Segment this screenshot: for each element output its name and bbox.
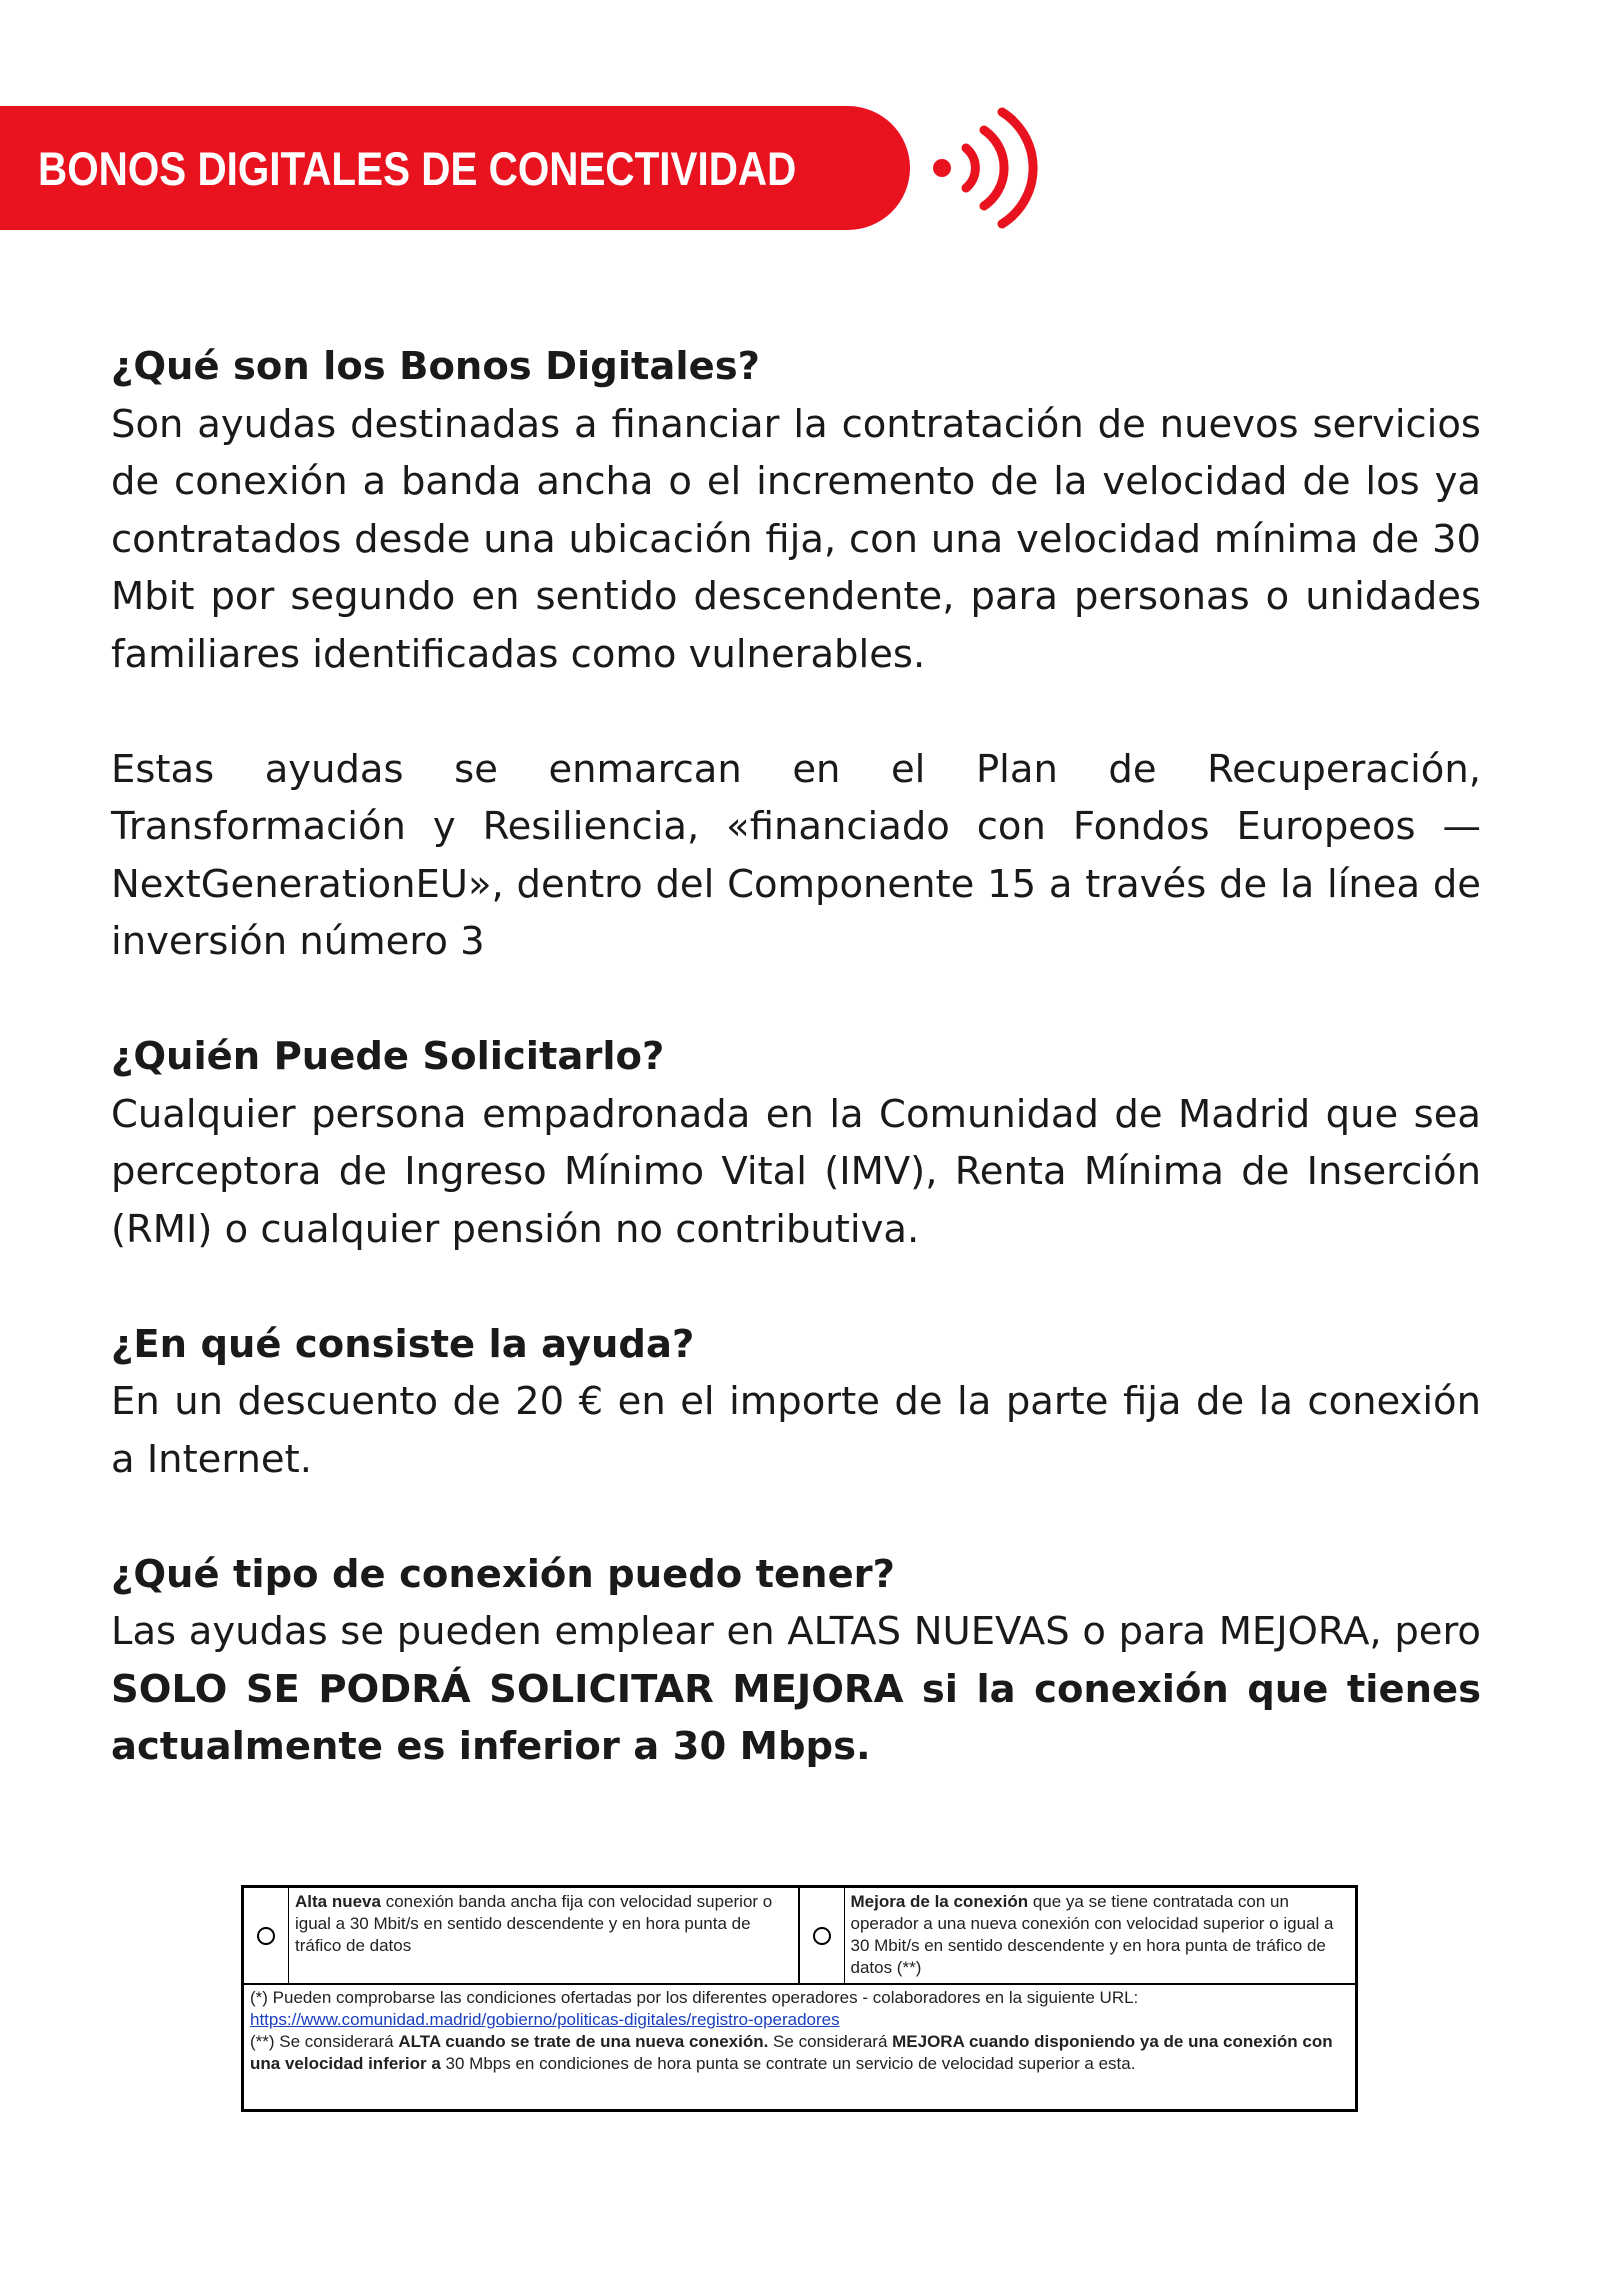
note2-alta: ALTA bbox=[398, 2032, 441, 2051]
heading-who: ¿Quién Puede Solicitarlo? bbox=[111, 1034, 665, 1079]
note2-mejora: MEJORA bbox=[892, 2032, 965, 2051]
note2-c: cuando se trate de una nueva conexión. bbox=[440, 2032, 769, 2051]
alta-bold: Alta nueva bbox=[295, 1892, 381, 1911]
connection-form bbox=[241, 1885, 1358, 2112]
mejora-description: que ya se tiene contratada con un operador a una nueva conexión con velocidad superior o igual a 30 Mbit/s en sentido descendente y en hora punta de tráfico de datos (**) bbox=[850, 1892, 1334, 1977]
radio-alta[interactable] bbox=[257, 1927, 275, 1945]
note2-f: cuando disponiendo ya de una conexión con una velocidad inferior a bbox=[250, 2032, 1333, 2073]
option-mejora bbox=[800, 1888, 1356, 1983]
form-options-row bbox=[244, 1888, 1355, 1985]
paragraph-who: Cualquier persona empadronada en la Comunidad de Madrid que sea perceptora de Ingreso Mínimo Vital (IMV), Renta Mínima de Inserción (RMI) o cualquier pensión no contributiva. bbox=[111, 1091, 1481, 1252]
option-mejora-text bbox=[845, 1888, 1356, 1979]
option-alta-text bbox=[289, 1888, 798, 1957]
banner-title: BONOS DIGITALES DE CONECTIVIDAD bbox=[38, 141, 797, 195]
form-notes bbox=[244, 1985, 1355, 2077]
radio-mejora[interactable] bbox=[813, 1927, 831, 1945]
paragraph-what: Son ayudas destinadas a financiar la contratación de nuevos servicios de conexión a banda ancha o el incremento de la velocidad de los ya contratados desde una ubicación fija, con una velocidad mínima de 30 Mbit por segundo en sentido descendente, para personas o unidades familiares identificadas como vulnerables. bbox=[111, 401, 1481, 677]
type-text: Las ayudas se pueden emplear en ALTAS NUEVAS o para MEJORA, pero bbox=[111, 1609, 1481, 1654]
note2-g: 30 Mbps en condiciones de hora punta se contrate un servicio de velocidad superior a esta. bbox=[440, 2054, 1136, 2073]
radio-mejora-cell bbox=[800, 1888, 845, 1983]
note2-a: (**) Se considerará bbox=[250, 2032, 399, 2051]
paragraph-plan: Estas ayudas se enmarcan en el Plan de Recuperación, Transformación y Resiliencia, «financiado con Fondos Europeos — NextGenerationEU», dentro del Componente 15 a través de la línea de inversión número 3 bbox=[111, 746, 1481, 964]
option-alta bbox=[244, 1888, 800, 1983]
heading-type: ¿Qué tipo de conexión puedo tener? bbox=[111, 1551, 896, 1597]
paragraph-aid: En un descuento de 20 € en el importe de la parte fija de la conexión a Internet. bbox=[111, 1379, 1481, 1482]
mejora-bold: Mejora de la conexión bbox=[850, 1892, 1029, 1911]
paragraph-type bbox=[111, 1603, 1481, 1776]
heading-aid: ¿En qué consiste la ayuda? bbox=[111, 1321, 695, 1367]
alta-description: conexión banda ancha fija con velocidad superior o igual a 30 Mbit/s en sentido descendente y en hora punta de tráfico de datos bbox=[295, 1892, 773, 1955]
note-definitions bbox=[250, 2031, 1349, 2075]
operators-link[interactable]: https://www.comunidad.madrid/gobierno/politicas-digitales/registro-operadores bbox=[250, 2010, 840, 2029]
heading-what: ¿Qué son los Bonos Digitales? bbox=[111, 344, 760, 389]
type-text-bold: SOLO SE PODRÁ SOLICITAR MEJORA si la conexión que tienes actualmente es inferior a 30 Mbps. bbox=[111, 1666, 1481, 1769]
wireless-signal-icon bbox=[920, 98, 1040, 238]
main-content bbox=[111, 338, 1481, 1776]
radio-alta-cell bbox=[244, 1888, 289, 1983]
header-banner bbox=[0, 106, 910, 230]
note2-d: Se considerará bbox=[768, 2032, 893, 2051]
note-operators: (*) Pueden comprobarse las condiciones ofertadas por los diferentes operadores - colaboradores en la siguiente URL: bbox=[250, 1988, 1139, 2007]
